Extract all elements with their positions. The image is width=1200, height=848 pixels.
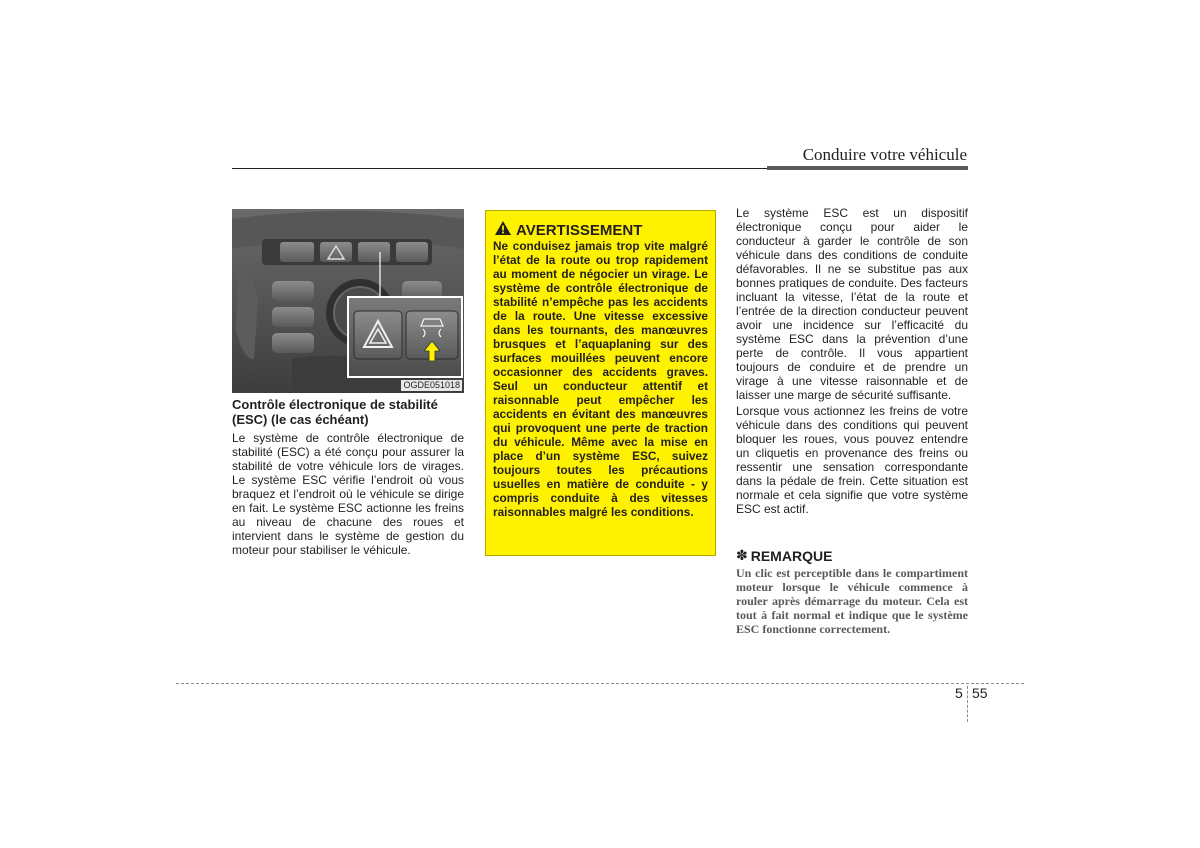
- page-header-title: Conduire votre véhicule: [802, 145, 967, 164]
- header-rule: [232, 168, 767, 169]
- warning-title: AVERTISSEMENT: [516, 222, 643, 239]
- remark-asterisk-icon: ✽: [736, 547, 748, 563]
- esc-paragraph-2: Lorsque vous actionnez les freins de votre véhicule dans des conditions qui peuvent bloquer les roues, vous pouvez entendre un cliquetis en provenance des freins ou ressentir une sensation correspondante dans la pédale de frein. Cette situation est normale et cela signifie que votre système ESC est actif.: [736, 404, 968, 516]
- remark-title: REMARQUE: [750, 547, 833, 564]
- footer-divider: [176, 683, 1024, 684]
- section-title: Contrôle électronique de stabilité (ESC) (le cas échéant): [232, 397, 438, 427]
- footer-vertical-divider: [967, 686, 968, 722]
- section-body: Le système de contrôle électronique de stabilité (ESC) a été conçu pour assurer la stabilité de votre véhicule lors de virages. Le système ESC vérifie l’endroit où vous braquez et l’endroit où le véhicule se dirige en fait. Le système ESC actionne les freins au niveau de chacune des roues et intervient dans le système de gestion du moteur pour stabiliser le véhicule.: [232, 431, 464, 557]
- header-rule-accent: [767, 166, 968, 170]
- remark-body: Un clic est perceptible dans le compartiment moteur lorsque le véhicule commence à rouler après démarrage du moteur. Cela est tout à fait normal et indique que le système ESC fonctionne correctement.: [736, 566, 968, 636]
- warning-triangle-icon: [494, 220, 512, 241]
- figure-code: OGDE051018: [403, 380, 460, 390]
- esc-paragraph-1: Le système ESC est un dispositif électronique conçu pour aider le conducteur à garder le contrôle de son véhicule dans des conditions de conduite défavorables. Il ne se substitue pas aux bonnes pratiques de conduite. Des facteurs incluant la vitesse, l’état de la route et l’entrée de la direction conducteur peuvent avoir une incidence sur l’efficacité du système ESC dans la prévention d’une perte de contrôle. Il vous appartient toujours de conduire et de prendre un virage à une vitesse raisonnable et de laisser une marge de sécurité suffisante.: [736, 206, 968, 402]
- esc-button-figure: [232, 209, 464, 393]
- chapter-number: 5: [955, 685, 963, 701]
- page-number: 55: [972, 685, 988, 701]
- remark-header: [736, 547, 832, 564]
- warning-box: [485, 210, 716, 556]
- warning-header: [494, 220, 642, 241]
- warning-body: Ne conduisez jamais trop vite malgré l’état de la route ou trop rapidement au moment de négocier un virage. Le système de contrôle électronique de stabilité n’empêche pas les accidents de la route. Une vitesse excessive dans les tournants, des manœuvres brusques et l’aquaplaning sur des surfaces mouillées peuvent encore occasionner des accidents graves. Seul un conducteur attentif et raisonnable peut empêcher les accidents en évitant des manœuvres qui provoquent une perte de traction du véhicule. Même avec la mise en place d’un système ESC, suivez toujours toutes les précautions usuelles en matière de conduite - y compris conduite à des vitesses raisonnables malgré les conditions.: [493, 239, 708, 519]
- esc-description: [736, 206, 968, 518]
